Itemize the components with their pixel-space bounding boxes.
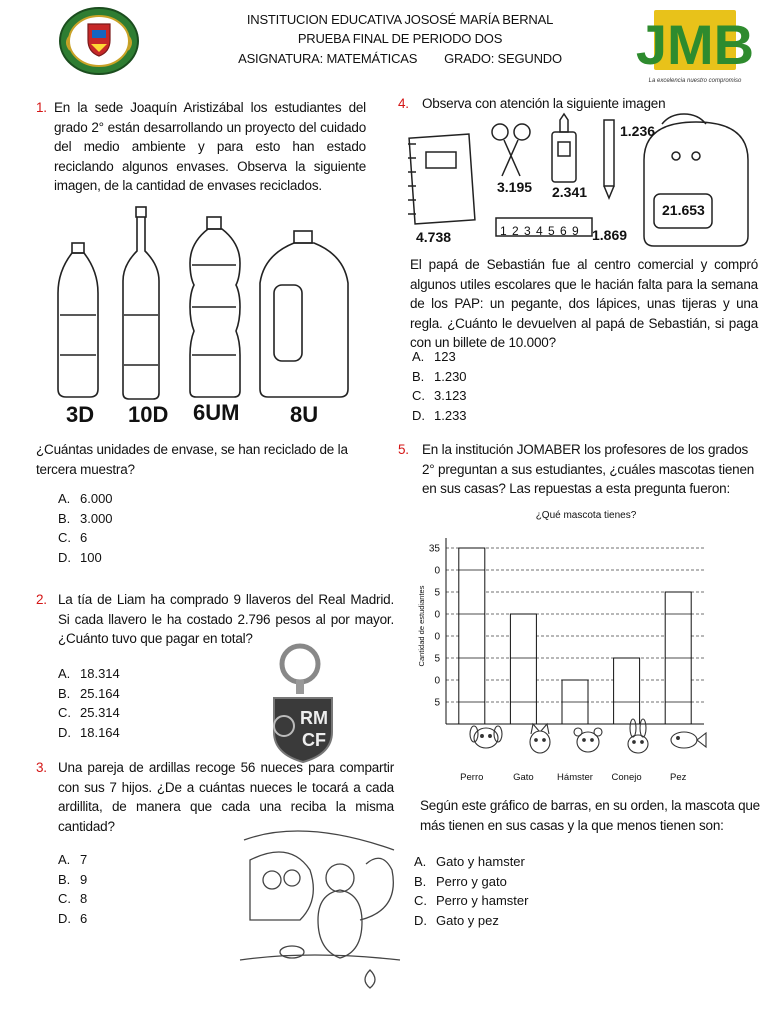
- backpack-icon: [644, 114, 748, 246]
- y-tick-label: 5: [434, 697, 440, 709]
- y-tick-label: 5: [434, 587, 440, 599]
- bar-chart-svg: [408, 502, 738, 792]
- question-number: 5.: [398, 442, 409, 457]
- option-d[interactable]: D. Gato y pez: [414, 912, 499, 928]
- question-2-options: [58, 664, 120, 742]
- question-number: 1.: [36, 100, 47, 115]
- x-tick-label: Hámster: [557, 772, 593, 783]
- squirrels-illustration: [240, 820, 400, 990]
- bar-conejo: [614, 658, 640, 724]
- x-tick-label: Perro: [460, 772, 484, 783]
- option-c[interactable]: C. 8: [58, 891, 88, 906]
- option-a[interactable]: A. 6.000: [58, 491, 113, 506]
- option-a[interactable]: A. 123: [412, 349, 456, 364]
- glass-bottle-icon: [123, 207, 159, 399]
- price-backpack: 21.653: [662, 202, 705, 218]
- chart-title: ¿Qué mascota tienes?: [535, 510, 637, 521]
- grade-label: GRADO: SEGUNDO: [444, 51, 562, 66]
- question-number: 2.: [36, 592, 47, 607]
- exam-title: PRUEBA FINAL DE PERIODO DOS: [297, 31, 503, 46]
- dog-icon: [470, 726, 502, 748]
- bottle-label-3: 6UM: [193, 400, 240, 425]
- hamster-icon: [574, 728, 602, 752]
- subject-grade-line: [200, 51, 600, 66]
- keychain-illustration: [268, 642, 338, 762]
- question-text: En la institución JOMABER los profesores de los grados 2° preguntan a sus estudiantes, ¿cuáles mascotas tienen en sus casas? Las repuestas a esta pregunta fueron:: [422, 442, 755, 496]
- option-d[interactable]: D. 18.164: [58, 724, 120, 740]
- question-5-prompt: Según este gráfico de barras, en su orden, la mascota que más tienen en sus casas y la que menos tienen son:: [420, 798, 760, 833]
- option-b[interactable]: B. 25.164: [58, 685, 120, 701]
- school-crest-logo: [58, 6, 140, 76]
- question-4-text: El papá de Sebastián fue al centro comercial y compró algunos utiles escolares que le hacián falta para la semana de los PAP: un pegante, dos lápices, unas tijeras y una regla. ¿Cuánto le devuelven al papá de Sebastián, si paga con un billete de 10.000?: [410, 257, 758, 350]
- question-5: [398, 440, 758, 499]
- bottle-label-1: 3D: [66, 402, 95, 427]
- option-c[interactable]: C. 6: [58, 530, 88, 545]
- chart-ylabel: Cantidad de estudiantes: [417, 585, 426, 667]
- question-text: En la sede Joaquín Aristizábal los estudiantes del grado 2° están desarrollando un proyecto del cuidado del medio ambiente y para esto han estado reciclando algunos envases. Observa la siguiente imagen, de la cantidad de envases reciclados.: [54, 100, 366, 193]
- notebook-icon: [408, 134, 475, 224]
- option-a[interactable]: A. 18.314: [58, 666, 120, 681]
- question-1-options: [58, 489, 113, 567]
- jmb-logo: [635, 8, 755, 88]
- fish-icon: [671, 732, 706, 748]
- option-a[interactable]: A. Gato y hamster: [414, 854, 525, 869]
- option-c[interactable]: C. 3.123: [412, 388, 467, 403]
- y-tick-label: 0: [434, 565, 440, 577]
- option-b[interactable]: B. Perro y gato: [414, 873, 507, 889]
- x-tick-label: Conejo: [611, 772, 642, 783]
- option-c[interactable]: C. Perro y hamster: [414, 893, 529, 908]
- question-number: 3.: [36, 760, 47, 775]
- option-d[interactable]: D. 6: [58, 910, 88, 926]
- school-name: INSTITUCION EDUCATIVA JOSOSÉ MARÍA BERNAL: [246, 12, 554, 27]
- question-1: [36, 98, 366, 196]
- price-glue: 2.341: [552, 184, 588, 200]
- price-ruler: 1.869: [592, 227, 628, 243]
- question-1-prompt: ¿Cuántas unidades de envase, se han reciclado de la tercera muestra?: [36, 442, 348, 477]
- question-4: [398, 94, 758, 114]
- bar-perro: [459, 548, 485, 724]
- price-pencil: 1.236: [620, 123, 656, 139]
- price-notebook: 4.738: [416, 229, 452, 245]
- option-c[interactable]: C. 25.314: [58, 705, 120, 720]
- ruler-marks: 1 2 3 4 5 6 9: [500, 224, 580, 238]
- jmb-logo-text: JMB: [635, 13, 755, 76]
- bottle-label-4: 8U: [290, 402, 319, 427]
- question-4-options: [412, 347, 467, 425]
- scissors-icon: [492, 124, 530, 176]
- water-bottle-icon: [190, 217, 240, 397]
- x-tick-label: Gato: [513, 772, 534, 783]
- question-2: [36, 590, 394, 649]
- y-tick-label: 0: [434, 631, 440, 643]
- question-text: La tía de Liam ha comprado 9 llaveros del Real Madrid. Si cada llavero le ha costado 2.796 pesos al por mayor. ¿Cuánto tuvo que pagar en total?: [58, 592, 394, 646]
- option-d[interactable]: D. 1.233: [412, 407, 467, 423]
- detergent-jug-icon: [260, 231, 348, 397]
- keychain-text-2: CF: [302, 730, 326, 750]
- option-a[interactable]: A. 7: [58, 852, 88, 867]
- soda-bottle-icon: [58, 243, 98, 397]
- y-tick-label: 5: [434, 653, 440, 665]
- question-text: Una pareja de ardillas recoge 56 nueces para compartir con sus 7 hijos. ¿De a cuántas nueces le tocará a cada ardillita, de manera que cada una reciba la misma cantidad?: [58, 760, 394, 834]
- option-d[interactable]: D. 100: [58, 549, 102, 565]
- option-b[interactable]: B. 3.000: [58, 510, 113, 526]
- jmb-motto: La excelencia nuestro compromiso: [648, 78, 742, 84]
- question-3-options: [58, 850, 87, 928]
- pets-bar-chart: [408, 502, 738, 792]
- bar-gato: [510, 614, 536, 724]
- keychain-text-1: RM: [300, 708, 328, 728]
- y-tick-label: 0: [434, 675, 440, 687]
- cat-icon: [530, 724, 550, 753]
- pencil-icon: [604, 120, 614, 198]
- question-number: 4.: [398, 96, 409, 111]
- bottle-label-2: 10D: [128, 402, 169, 427]
- option-b[interactable]: B. 9: [58, 871, 88, 887]
- question-title: Observa con atención la siguiente imagen: [422, 96, 666, 111]
- y-tick-label: 0: [434, 609, 440, 621]
- bottles-illustration: [50, 205, 370, 405]
- question-5-options: [414, 852, 528, 930]
- option-b[interactable]: B. 1.230: [412, 368, 467, 384]
- price-scissors: 3.195: [497, 179, 533, 195]
- y-tick-label: 35: [428, 543, 440, 555]
- x-tick-label: Pez: [670, 772, 687, 783]
- glue-icon: [552, 114, 576, 182]
- subject-label: ASIGNATURA: MATEMÁTICAS: [238, 51, 418, 66]
